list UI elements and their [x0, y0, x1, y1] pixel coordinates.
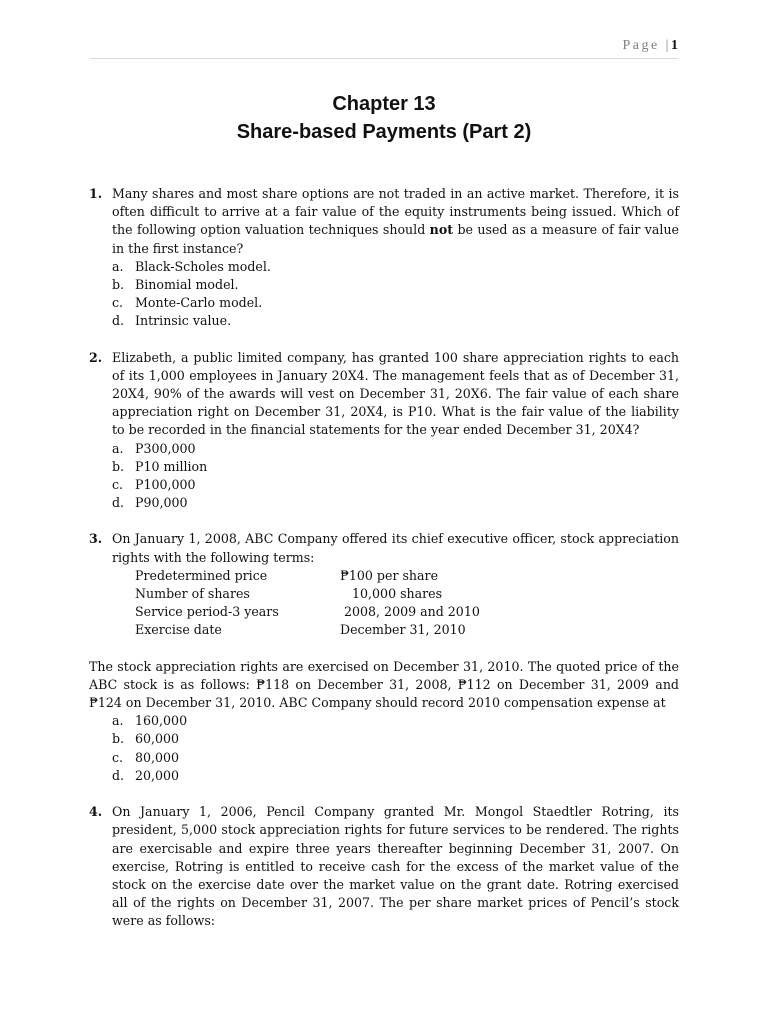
- terms-row: Number of shares 10,000 shares: [135, 586, 443, 602]
- option-d: d. Intrinsic value.: [112, 313, 232, 329]
- question-text: Many shares and most share options are not traded in an active market. Therefore, it is often difficult to arrive at a fair value of the equity instruments being issued. Which of the following option valuation techniques should: [112, 186, 679, 238]
- question-number: 2.: [89, 349, 103, 365]
- option-b: b. 60,000: [112, 731, 180, 747]
- option-d: d. 20,000: [112, 767, 180, 783]
- question-text: On January 1, 2006, Pencil Company granted Mr. Mongol Staedtler Rotring, its president, 5,000 stock appreciation rights for future services to be rendered. The rights are exercisable and expire three years thereafter beginning December 31, 2007. On exercise, Rotring is entitled to receive cash for the excess of the market value of the stock on the exercise date over the market value on the grant date. Rotring exercised all of the rights on December 31, 2007. The per share market prices of Pencil’s stock were as follows:: [112, 804, 679, 929]
- option-a: a. P300,000: [112, 440, 196, 456]
- question-2: [89, 349, 679, 513]
- terms-table: [135, 567, 679, 640]
- terms-row: Service period-3 years 2008, 2009 and 2010: [135, 604, 480, 620]
- question-number: 3.: [89, 531, 103, 547]
- question-text: On January 1, 2008, ABC Company offered its chief executive officer, stock appreciation rights with the following terms:: [112, 531, 679, 565]
- question-1: [89, 185, 679, 331]
- question-3: [89, 530, 679, 639]
- page-number-indicator: [622, 38, 678, 54]
- question-number: 1.: [89, 186, 103, 201]
- page-number: 1: [671, 38, 678, 53]
- terms-row: Exercise date December 31, 2010: [135, 622, 466, 638]
- question-text: Elizabeth, a public limited company, has granted 100 share appreciation rights to each of its 1,000 employees in January 20X4. The management feels that as of December 31, 20X4, 90% of the awards will vest on December 31, 20X6. The fair value of each share appreciation right on December 31, 20X4, is P10. What is the fair value of the liability to be recorded in the financial statements for the year ended December 31, 20X4?: [112, 349, 679, 438]
- option-d: d. P90,000: [112, 495, 188, 511]
- page-header: [90, 38, 678, 59]
- question-emphasis: not: [429, 222, 454, 238]
- chapter-subtitle: Share-based Payments (Part 2): [236, 121, 532, 143]
- terms-row: Predetermined price ₱100 per share: [135, 567, 439, 583]
- option-c: c. Monte-Carlo model.: [112, 295, 263, 311]
- question-3-options: [112, 712, 679, 785]
- option-c: c. 80,000: [112, 749, 180, 765]
- document-body: [89, 185, 679, 931]
- option-b: b. Binomial model.: [112, 277, 239, 293]
- page-label: Page |: [622, 38, 671, 53]
- option-a: a. 160,000: [112, 713, 188, 729]
- question-3-followup: The stock appreciation rights are exercised on December 31, 2010. The quoted price of the ABC stock is as follows: ₱118 on December 31, 2008, ₱112 on December 31, 2009 and ₱124 on December 31, 2010. ABC Company should record 2010 compensation expense at: [89, 658, 679, 711]
- option-c: c. P100,000: [112, 477, 196, 493]
- option-a: a. Black-Scholes model.: [112, 258, 271, 274]
- question-text-end: be used as a measure of fair value in the first instance?: [112, 222, 680, 256]
- option-b: b. P10 million: [112, 458, 208, 474]
- question-number: 4.: [89, 804, 103, 820]
- chapter-title: Chapter 13: [332, 93, 436, 115]
- question-4: [89, 803, 679, 930]
